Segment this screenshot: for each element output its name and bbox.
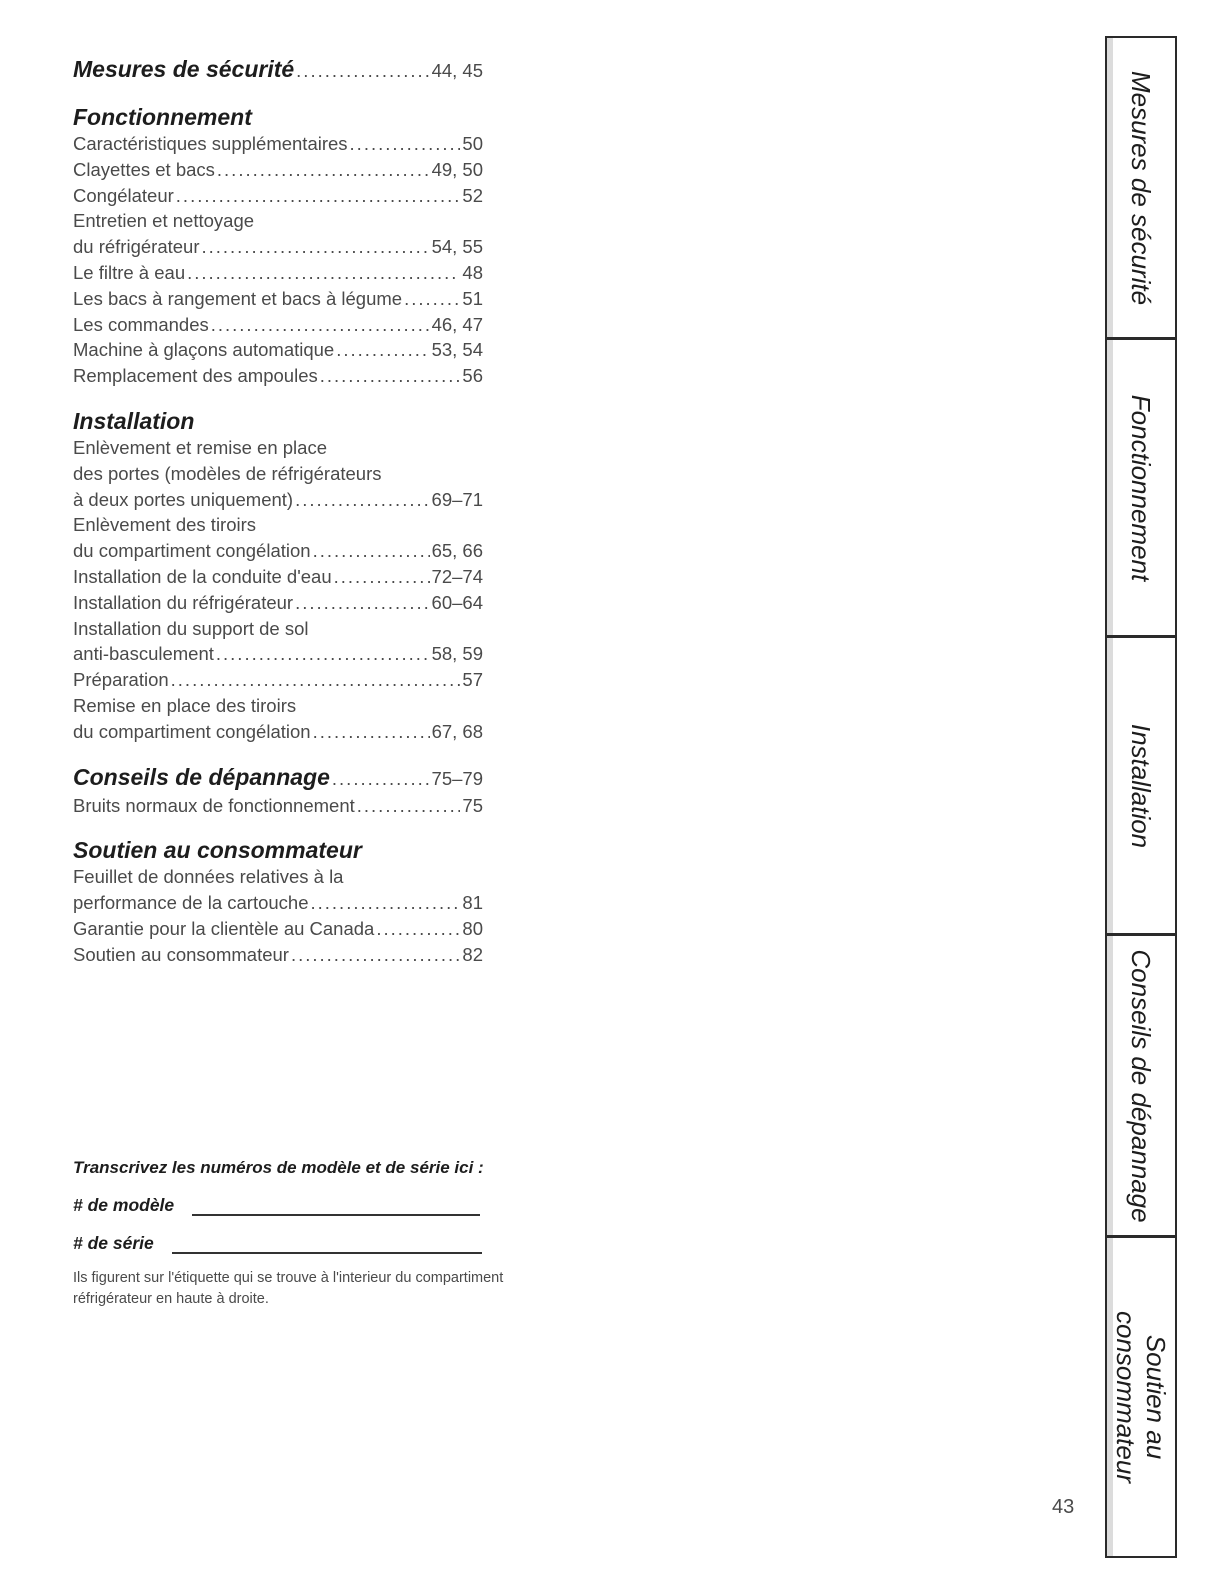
page-ref: 49, 50 bbox=[431, 158, 483, 180]
leader-dots bbox=[216, 641, 430, 667]
leader-dots bbox=[350, 131, 461, 157]
leader-dots bbox=[291, 942, 460, 968]
entry-label-line: Remise en place des tiroirs bbox=[73, 694, 297, 716]
entry-label: Remplacement des ampoules bbox=[73, 365, 318, 387]
section-title: Conseils de dépannage bbox=[73, 763, 330, 790]
entry-label: Clayettes et bacs bbox=[73, 158, 215, 180]
leader-dots bbox=[332, 765, 430, 793]
page-ref: 56 bbox=[462, 365, 483, 387]
section-title: Soutien au consommateur bbox=[73, 837, 362, 864]
page-ref: 82 bbox=[462, 943, 483, 965]
entry-label: du compartiment congélation bbox=[73, 720, 311, 742]
toc-entry[interactable] bbox=[73, 260, 483, 286]
tab-mesures[interactable] bbox=[1107, 38, 1175, 340]
entry-label: du réfrigérateur bbox=[73, 236, 200, 258]
leader-dots bbox=[201, 234, 429, 260]
toc-entry[interactable] bbox=[73, 890, 483, 916]
section-fonctionnement bbox=[73, 103, 483, 389]
tab-conseils[interactable] bbox=[1107, 936, 1175, 1238]
toc-entry[interactable] bbox=[73, 793, 483, 819]
leader-dots bbox=[313, 538, 430, 564]
page-ref: 46, 47 bbox=[431, 313, 483, 335]
entry-label: Installation du réfrigérateur bbox=[73, 591, 294, 613]
section-conseils bbox=[73, 763, 483, 819]
leader-dots bbox=[217, 157, 430, 183]
section-soutien bbox=[73, 836, 483, 967]
toc-entry[interactable] bbox=[73, 157, 483, 183]
tab-shade bbox=[1107, 936, 1113, 1235]
leader-dots bbox=[404, 286, 460, 312]
entry-label-line: Entretien et nettoyage bbox=[73, 210, 255, 232]
toc-entry-conseils[interactable] bbox=[73, 763, 483, 793]
toc-entry[interactable] bbox=[73, 183, 483, 209]
page-ref: 51 bbox=[462, 287, 483, 309]
entry-label: Le filtre à eau bbox=[73, 261, 186, 283]
serial-number-field[interactable] bbox=[73, 1230, 553, 1254]
record-numbers-box bbox=[73, 1158, 553, 1310]
page-ref: 57 bbox=[462, 669, 483, 691]
tab-label-line2: consommateur bbox=[1111, 1311, 1141, 1483]
page-number: 43 bbox=[1052, 1496, 1075, 1518]
page-ref: 69–71 bbox=[431, 488, 483, 510]
entry-label: Soutien au consommateur bbox=[73, 943, 289, 965]
toc-entry[interactable] bbox=[73, 538, 483, 564]
page-ref: 75 bbox=[462, 794, 483, 816]
tab-label: Mesures de sécurité bbox=[1126, 70, 1156, 305]
table-of-contents bbox=[73, 55, 483, 986]
toc-entry[interactable] bbox=[73, 286, 483, 312]
entry-label: Les bacs à rangement et bacs à légume bbox=[73, 287, 403, 309]
tab-soutien[interactable] bbox=[1107, 1238, 1175, 1556]
entry-label-line: Feuillet de données relatives à la bbox=[73, 866, 344, 888]
tab-label: Installation bbox=[1126, 723, 1156, 848]
leader-dots bbox=[295, 590, 429, 616]
tab-label: Fonctionnement bbox=[1126, 394, 1156, 581]
toc-entry[interactable] bbox=[73, 916, 483, 942]
page-ref: 65, 66 bbox=[431, 540, 483, 562]
section-title: Mesures de sécurité bbox=[73, 56, 295, 82]
leader-dots bbox=[336, 337, 429, 363]
leader-dots bbox=[334, 564, 430, 590]
entry-label: Garantie pour la clientèle au Canada bbox=[73, 917, 375, 939]
toc-entry[interactable] bbox=[73, 312, 483, 338]
page-ref: 60–64 bbox=[431, 591, 483, 613]
toc-entry[interactable] bbox=[73, 487, 483, 513]
entry-label: anti-basculement bbox=[73, 643, 214, 665]
toc-entry[interactable] bbox=[73, 234, 483, 260]
toc-entry[interactable] bbox=[73, 564, 483, 590]
serial-blank-line[interactable] bbox=[172, 1232, 482, 1254]
entry-label: performance de la cartouche bbox=[73, 892, 309, 914]
toc-entry[interactable] bbox=[73, 131, 483, 157]
leader-dots bbox=[313, 719, 430, 745]
section-title: Installation bbox=[73, 407, 195, 434]
toc-entry[interactable] bbox=[73, 590, 483, 616]
entry-label-line: des portes (modèles de réfrigérateurs bbox=[73, 462, 382, 484]
page-ref: 58, 59 bbox=[431, 643, 483, 665]
leader-dots bbox=[211, 312, 430, 338]
leader-dots bbox=[187, 260, 460, 286]
serial-label: # de série bbox=[73, 1233, 154, 1253]
toc-entry[interactable] bbox=[73, 337, 483, 363]
entry-label-line: Enlèvement et remise en place bbox=[73, 436, 327, 458]
entry-label: Les commandes bbox=[73, 313, 209, 335]
page-ref: 44, 45 bbox=[431, 60, 483, 81]
toc-entry[interactable] bbox=[73, 363, 483, 389]
entry-label: Machine à glaçons automatique bbox=[73, 339, 335, 361]
model-number-field[interactable] bbox=[73, 1192, 553, 1216]
leader-dots bbox=[296, 57, 429, 85]
model-label: # de modèle bbox=[73, 1195, 175, 1215]
leader-dots bbox=[357, 793, 461, 819]
tab-label-group bbox=[1111, 1311, 1171, 1483]
entry-label: à deux portes uniquement) bbox=[73, 488, 294, 510]
leader-dots bbox=[295, 487, 429, 513]
tab-shade bbox=[1107, 38, 1113, 337]
page-ref: 72–74 bbox=[431, 565, 483, 587]
record-title: Transcrivez les numéros de modèle et de série ici : bbox=[73, 1158, 484, 1177]
entry-label: Installation de la conduite d'eau bbox=[73, 565, 332, 587]
section-installation bbox=[73, 407, 483, 745]
model-blank-line[interactable] bbox=[192, 1194, 480, 1216]
entry-label-line: Enlèvement des tiroirs bbox=[73, 514, 257, 536]
page-ref: 50 bbox=[462, 133, 483, 154]
leader-dots bbox=[171, 667, 461, 693]
tab-fonctionnement[interactable] bbox=[1107, 340, 1175, 638]
page-ref: 75–79 bbox=[431, 767, 483, 789]
page-ref: 52 bbox=[462, 184, 483, 206]
section-title: Fonctionnement bbox=[73, 104, 252, 130]
entry-label: Bruits normaux de fonctionnement bbox=[73, 794, 355, 816]
entry-label-line: Installation du support de sol bbox=[73, 617, 309, 639]
tab-label: Conseils de dépannage bbox=[1126, 948, 1156, 1223]
tab-label-line1: Soutien au bbox=[1141, 1334, 1171, 1460]
page-ref: 53, 54 bbox=[431, 339, 483, 361]
section-tabs bbox=[1105, 36, 1177, 1558]
page-ref: 67, 68 bbox=[431, 720, 483, 742]
page-ref: 81 bbox=[462, 892, 483, 914]
page-ref: 80 bbox=[462, 917, 483, 939]
tab-shade bbox=[1107, 638, 1113, 933]
toc-entry[interactable] bbox=[73, 667, 483, 693]
leader-dots bbox=[311, 890, 461, 916]
entry-label: Congélateur bbox=[73, 184, 174, 206]
page-ref: 48 bbox=[462, 261, 483, 283]
entry-label: du compartiment congélation bbox=[73, 540, 311, 562]
leader-dots bbox=[376, 916, 460, 942]
toc-entry[interactable] bbox=[73, 641, 483, 667]
toc-entry[interactable] bbox=[73, 719, 483, 745]
toc-entry[interactable] bbox=[73, 942, 483, 968]
entry-label: Préparation bbox=[73, 669, 169, 691]
tab-installation[interactable] bbox=[1107, 638, 1175, 936]
toc-entry-mesures[interactable] bbox=[73, 55, 483, 85]
section-mesures bbox=[73, 55, 483, 85]
page-ref: 54, 55 bbox=[431, 236, 483, 258]
record-note: Ils figurent sur l'étiquette qui se trouve à l'interieur du compartiment réfrigérateur en haute à droite. bbox=[73, 1270, 504, 1307]
entry-label: Caractéristiques supplémentaires bbox=[73, 133, 348, 154]
leader-dots bbox=[176, 183, 461, 209]
leader-dots bbox=[320, 363, 461, 389]
tab-shade bbox=[1107, 340, 1113, 635]
